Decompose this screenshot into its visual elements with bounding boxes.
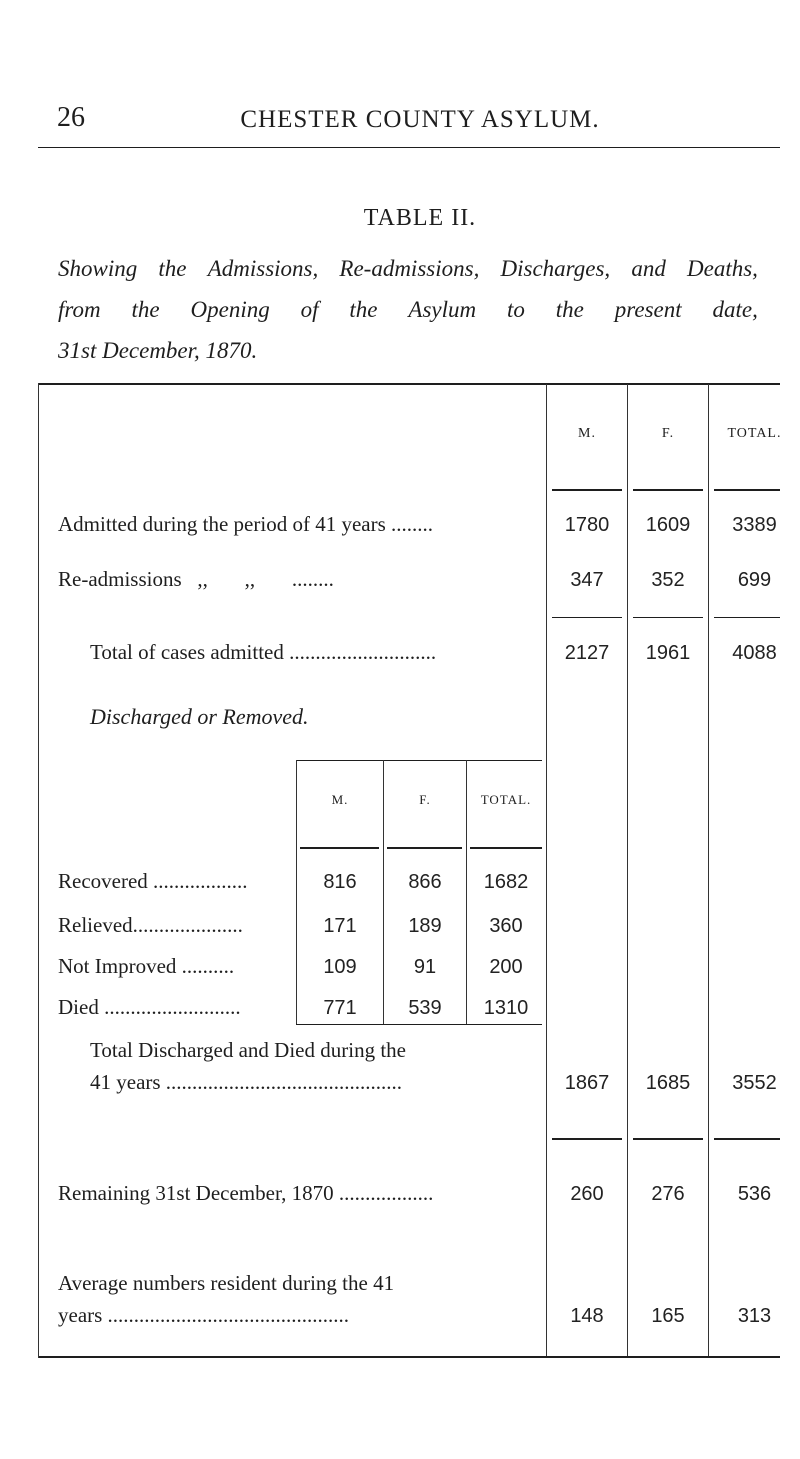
- caption-word: Discharges,: [500, 256, 611, 281]
- caption-word: of: [300, 297, 319, 322]
- subtable-row-label: Recovered ..................: [58, 869, 248, 893]
- subtable-cell-total: 1682: [483, 871, 529, 893]
- cell-total-admitted-m: 2127: [564, 642, 610, 664]
- caption-line-2: [58, 297, 758, 323]
- subtable-cell-m: 109: [323, 956, 357, 978]
- subtable-top-rule: [296, 760, 542, 761]
- row-label-average-line2: years ..............................................: [58, 1303, 350, 1327]
- caption-word: Asylum: [408, 297, 477, 322]
- cell-remaining-total: 536: [737, 1183, 772, 1205]
- row-label-admitted: Admitted during the period of 41 years ........: [58, 512, 434, 536]
- subtable-cell-total: 360: [489, 915, 523, 937]
- subtable-underline-total: [470, 847, 542, 849]
- page-number: 26: [57, 102, 85, 133]
- cell-total-admitted-f: 1961: [645, 642, 691, 664]
- cell-admitted-m: 1780: [564, 514, 610, 536]
- subtable-underline-m: [300, 847, 379, 849]
- caption-word: present: [614, 297, 682, 322]
- running-head: CHESTER COUNTY ASYLUM.: [240, 106, 600, 133]
- subtable-underline-f: [387, 847, 462, 849]
- header-underline-total: [714, 489, 780, 491]
- subtable-cell-f: 539: [408, 997, 442, 1019]
- cell-average-m: 148: [570, 1305, 604, 1327]
- row-label-total-admitted: Total of cases admitted ............................: [90, 640, 437, 664]
- subtable-header-f: F.: [419, 792, 431, 807]
- col-header-f: F.: [661, 426, 675, 441]
- section-heading-discharged: Discharged or Removed.: [90, 704, 309, 729]
- subtable-cell-m: 771: [323, 997, 357, 1019]
- header-rule: [38, 147, 780, 148]
- sum-rule-m: [552, 617, 622, 618]
- cell-total-discharged-f: 1685: [645, 1072, 691, 1094]
- caption-word: the: [131, 297, 160, 322]
- caption-word: and: [631, 256, 666, 281]
- header-underline-f: [633, 489, 703, 491]
- caption-word: Opening: [190, 297, 270, 322]
- cell-admitted-total: 3389: [732, 514, 777, 536]
- caption-word: date,: [712, 297, 758, 322]
- row-label-readmissions: Re-admissions ,, ,, ........: [58, 567, 334, 591]
- cell-admitted-f: 1609: [645, 514, 691, 536]
- col-header-m: M.: [578, 426, 596, 441]
- caption-word: to: [507, 297, 525, 322]
- cell-readmissions-total: 699: [737, 569, 772, 591]
- subtable-row-label: Relieved.....................: [58, 913, 243, 937]
- subtable-header-m: M.: [331, 792, 349, 807]
- table-bottom-rule: [38, 1356, 780, 1358]
- caption-word: the: [349, 297, 378, 322]
- subtable-bottom-rule: [296, 1024, 542, 1025]
- header-underline-m: [552, 489, 622, 491]
- subtable-cell-f: 866: [408, 871, 442, 893]
- caption-word: Admissions,: [207, 256, 319, 281]
- row-label-total-discharged-line2: 41 years .............................................: [90, 1070, 403, 1094]
- subtable-row-label: Not Improved ..........: [58, 954, 235, 978]
- caption-word: the: [555, 297, 584, 322]
- subtable-cell-f: 91: [413, 956, 437, 978]
- subtable-cell-f: 189: [408, 915, 442, 937]
- caption-word: Deaths,: [687, 256, 758, 281]
- caption-line-1: [58, 256, 758, 282]
- table-title: TABLE II.: [363, 205, 477, 231]
- subtable-row-label: Died ..........................: [58, 995, 241, 1019]
- caption-line-3: 31st December, 1870.: [58, 338, 258, 363]
- subtable-header-total: TOTAL.: [480, 792, 532, 807]
- subtable-cell-total: 200: [489, 956, 523, 978]
- cell-readmissions-m: 347: [570, 569, 604, 591]
- caption-word: from: [58, 297, 101, 322]
- table-top-rule: [38, 383, 780, 385]
- cell-total-admitted-total: 4088: [732, 642, 777, 664]
- caption-word: Re-admissions,: [339, 256, 480, 281]
- cell-remaining-m: 260: [570, 1183, 604, 1205]
- subtable-cell-total: 1310: [483, 997, 529, 1019]
- row-label-average-line1: Average numbers resident during the 41: [58, 1271, 395, 1295]
- table-left-rule: [38, 383, 39, 1358]
- caption-word: Showing: [58, 256, 138, 281]
- row-label-remaining: Remaining 31st December, 1870 ..................: [58, 1181, 434, 1205]
- sum-rule-f: [633, 617, 703, 618]
- col-header-total: TOTAL.: [727, 426, 782, 441]
- remaining-rule-total: [714, 1138, 780, 1140]
- caption-word: the: [158, 256, 187, 281]
- row-label-total-discharged-line1: Total Discharged and Died during the: [90, 1038, 406, 1062]
- sum-rule-total: [714, 617, 780, 618]
- cell-readmissions-f: 352: [651, 569, 685, 591]
- remaining-rule-f: [633, 1138, 703, 1140]
- cell-average-total: 313: [737, 1305, 772, 1327]
- cell-total-discharged-total: 3552: [732, 1072, 777, 1094]
- remaining-rule-m: [552, 1138, 622, 1140]
- subtable-cell-m: 171: [323, 915, 357, 937]
- subtable-cell-m: 816: [323, 871, 357, 893]
- cell-remaining-f: 276: [651, 1183, 685, 1205]
- cell-total-discharged-m: 1867: [564, 1072, 610, 1094]
- cell-average-f: 165: [651, 1305, 685, 1327]
